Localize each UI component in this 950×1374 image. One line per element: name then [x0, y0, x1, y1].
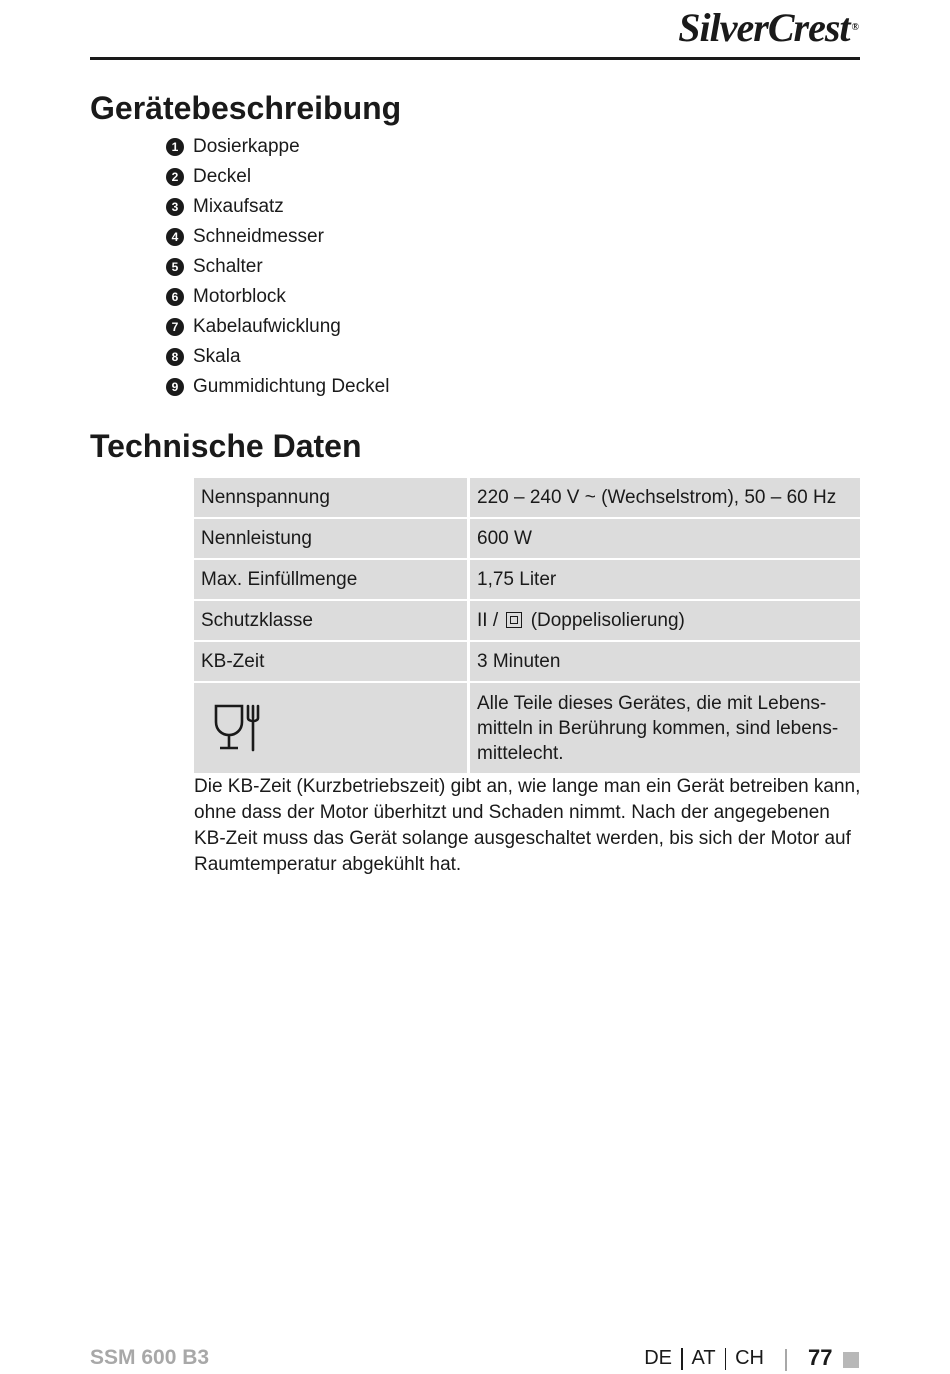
spec-value: 3 Minuten	[470, 642, 860, 681]
list-item	[166, 312, 389, 342]
spec-value: 1,75 Liter	[470, 560, 860, 599]
list-item	[166, 282, 389, 312]
part-label: Skala	[193, 346, 241, 367]
number-badge: 4	[166, 228, 184, 246]
spec-value: 600 W	[470, 519, 860, 558]
table-row	[194, 560, 860, 599]
specs-table	[194, 476, 860, 775]
list-item	[166, 192, 389, 222]
part-label: Mixaufsatz	[193, 196, 284, 217]
footer-model: SSM 600 B3	[90, 1346, 210, 1369]
table-row	[194, 683, 860, 773]
list-item	[166, 132, 389, 162]
list-item	[166, 372, 389, 402]
page-marker-square	[843, 1352, 859, 1368]
note-line: KB-Zeit muss das Gerät solange ausgeschaltet werden, bis sich der Motor auf	[194, 828, 851, 849]
food-safe-line: Alle Teile dieses Gerätes, die mit Lebens-	[477, 692, 827, 714]
spec-label: KB-Zeit	[194, 642, 470, 681]
food-safe-line: mittelecht.	[477, 742, 564, 764]
parts-list	[166, 132, 389, 402]
note-line: Raumtemperatur abgekühlt hat.	[194, 854, 462, 875]
number-badge: 9	[166, 378, 184, 396]
lang-separator	[681, 1348, 683, 1370]
footer-divider	[785, 1349, 787, 1371]
table-row	[194, 519, 860, 558]
protection-class-note: (Doppelisolierung)	[530, 609, 685, 631]
part-label: Schalter	[193, 256, 263, 277]
number-badge: 2	[166, 168, 184, 186]
double-insulation-icon	[506, 612, 522, 628]
spec-label: Nennleistung	[194, 519, 470, 558]
number-badge: 1	[166, 138, 184, 156]
list-item	[166, 162, 389, 192]
part-label: Schneidmesser	[193, 226, 324, 247]
lang-at: AT	[691, 1347, 716, 1369]
section-title-description: Gerätebeschreibung	[90, 90, 402, 126]
table-row	[194, 601, 860, 640]
spec-label: Max. Einfüllmenge	[194, 560, 470, 599]
list-item	[166, 222, 389, 252]
spec-label: Schutzklasse	[194, 601, 470, 640]
part-label: Dosierkappe	[193, 136, 300, 157]
note-line: Die KB-Zeit (Kurzbetriebszeit) gibt an, wie lange man ein Gerät betreiben kann,	[194, 776, 861, 797]
registered-mark: ®	[851, 22, 858, 33]
table-row	[194, 642, 860, 681]
brand-logo: SilverCrest ®	[678, 5, 858, 50]
protection-class-text: II /	[477, 609, 499, 631]
note-line: ohne dass der Motor überhitzt und Schaden nimmt. Nach der angegebenen	[194, 802, 830, 823]
number-badge: 5	[166, 258, 184, 276]
part-label: Deckel	[193, 166, 252, 187]
list-item	[166, 342, 389, 372]
kb-zeit-note	[194, 774, 862, 878]
number-badge: 7	[166, 318, 184, 336]
glass-fork-icon	[212, 702, 264, 754]
spec-value: 220 – 240 V ~ (Wechselstrom), 50 – 60 Hz	[470, 478, 860, 517]
table-row	[194, 478, 860, 517]
food-safe-text	[470, 683, 860, 773]
lang-ch: CH	[735, 1347, 764, 1369]
page-number: 77	[808, 1345, 833, 1370]
food-safe-cell	[194, 683, 470, 773]
spec-value	[470, 601, 860, 640]
part-label: Gummidichtung Deckel	[193, 376, 390, 397]
lang-de: DE	[644, 1347, 673, 1369]
section-title-technical-data: Technische Daten	[90, 428, 362, 464]
number-badge: 3	[166, 198, 184, 216]
spec-label: Nennspannung	[194, 478, 470, 517]
number-badge: 8	[166, 348, 184, 366]
part-label: Motorblock	[193, 286, 286, 307]
lang-separator	[725, 1348, 727, 1370]
food-safe-line: mitteln in Berührung kommen, sind lebens-	[477, 717, 839, 739]
list-item	[166, 252, 389, 282]
number-badge: 6	[166, 288, 184, 306]
part-label: Kabelaufwicklung	[193, 316, 341, 337]
footer-languages	[644, 1347, 764, 1370]
header-rule	[90, 57, 860, 60]
